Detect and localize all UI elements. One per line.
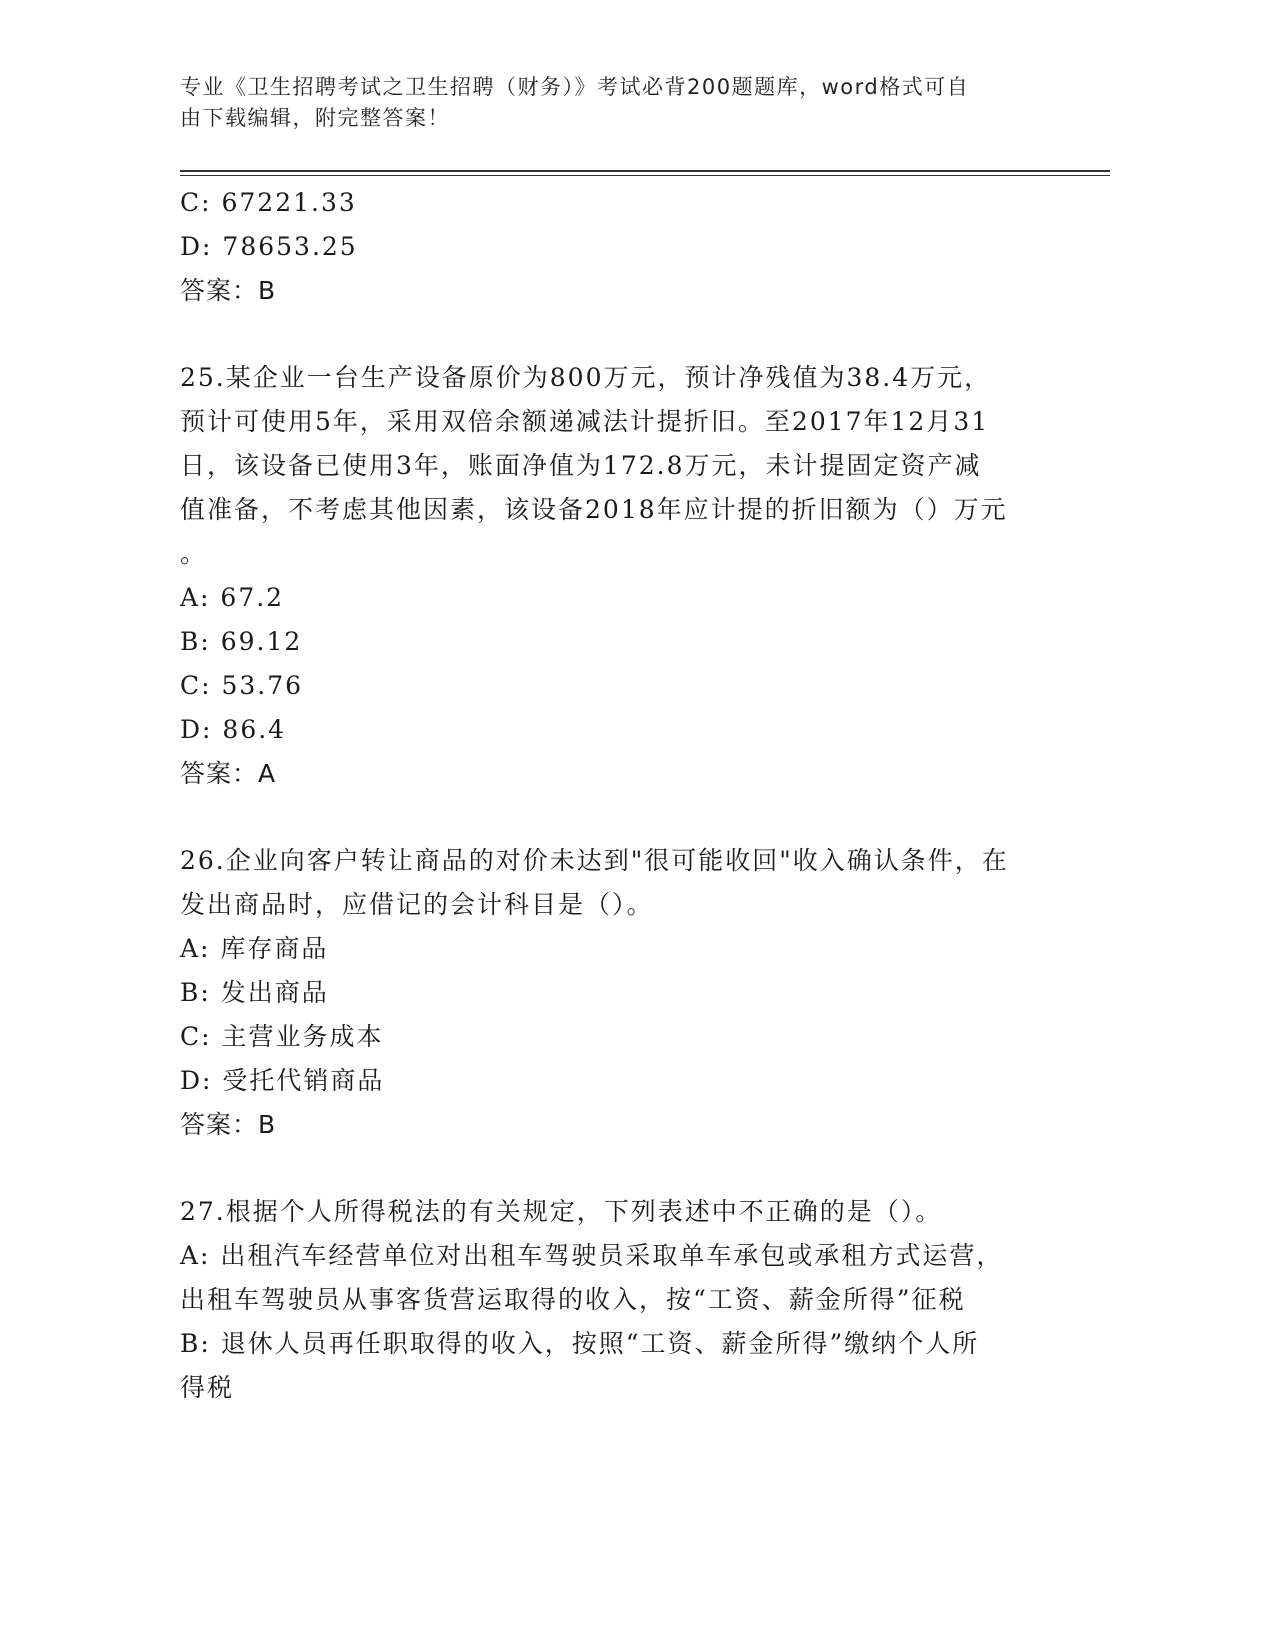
header-line-1: 专业《卫生招聘考试之卫生招聘（财务）》考试必背200题题库，word格式可自 bbox=[180, 75, 970, 99]
header-line-2: 由下载编辑，附完整答案！ bbox=[180, 106, 450, 130]
option-c: C: 53.76 bbox=[180, 671, 304, 700]
question-25 bbox=[180, 356, 1060, 796]
question-stem-line: 值准备，不考虑其他因素，该设备2018年应计提的折旧额为（）万元 bbox=[180, 495, 1008, 524]
option-b: B: 发出商品 bbox=[180, 978, 329, 1007]
document-header bbox=[180, 72, 1060, 134]
option-a: A: 出租汽车经营单位对出租车驾驶员采取单车承包或承租方式运营， bbox=[180, 1241, 1004, 1270]
option-d: D: 78653.25 bbox=[180, 232, 358, 261]
question-26 bbox=[180, 839, 1060, 1147]
spacer bbox=[180, 796, 1060, 839]
option-b: B: 69.12 bbox=[180, 627, 303, 656]
header-rule-thick bbox=[180, 170, 1110, 172]
question-stem-line: 26.企业向客户转让商品的对价未达到"很可能收回"收入确认条件，在 bbox=[180, 846, 1009, 875]
option-c: C: 主营业务成本 bbox=[180, 1022, 384, 1051]
question-stem-line: 27.根据个人所得税法的有关规定，下列表述中不正确的是（）。 bbox=[180, 1197, 943, 1226]
document-body bbox=[180, 181, 1060, 1410]
question-stem-line: 日，该设备已使用3年，账面净值为172.8万元，未计提固定资产减 bbox=[180, 451, 982, 480]
option-a: A: 库存商品 bbox=[180, 934, 329, 963]
option-d: D: 受托代销商品 bbox=[180, 1066, 385, 1095]
header-rule-thin bbox=[180, 175, 1110, 176]
question-stem-line: 预计可使用5年，采用双倍余额递减法计提折旧。至2017年12月31 bbox=[180, 407, 990, 436]
answer-line: 答案：B bbox=[180, 1110, 277, 1139]
option-b-continued: 得税 bbox=[180, 1373, 235, 1402]
question-stem-line: 发出商品时，应借记的会计科目是（）。 bbox=[180, 890, 654, 919]
question-24-tail bbox=[180, 181, 1060, 313]
option-a: A: 67.2 bbox=[180, 583, 285, 612]
option-a-continued: 出租车驾驶员从事客货营运取得的收入，按“工资、薪金所得”征税 bbox=[180, 1285, 966, 1314]
spacer bbox=[180, 1147, 1060, 1190]
option-b: B: 退休人员再任职取得的收入，按照“工资、薪金所得”缴纳个人所 bbox=[180, 1329, 980, 1358]
answer-line: 答案：B bbox=[180, 276, 277, 305]
question-stem-line: 25.某企业一台生产设备原价为800万元，预计净残值为38.4万元， bbox=[180, 363, 992, 392]
option-d: D: 86.4 bbox=[180, 715, 287, 744]
answer-line: 答案：A bbox=[180, 759, 277, 788]
question-27 bbox=[180, 1190, 1060, 1410]
question-stem-line: 。 bbox=[180, 539, 208, 568]
spacer bbox=[180, 313, 1060, 356]
option-c: C: 67221.33 bbox=[180, 188, 357, 217]
